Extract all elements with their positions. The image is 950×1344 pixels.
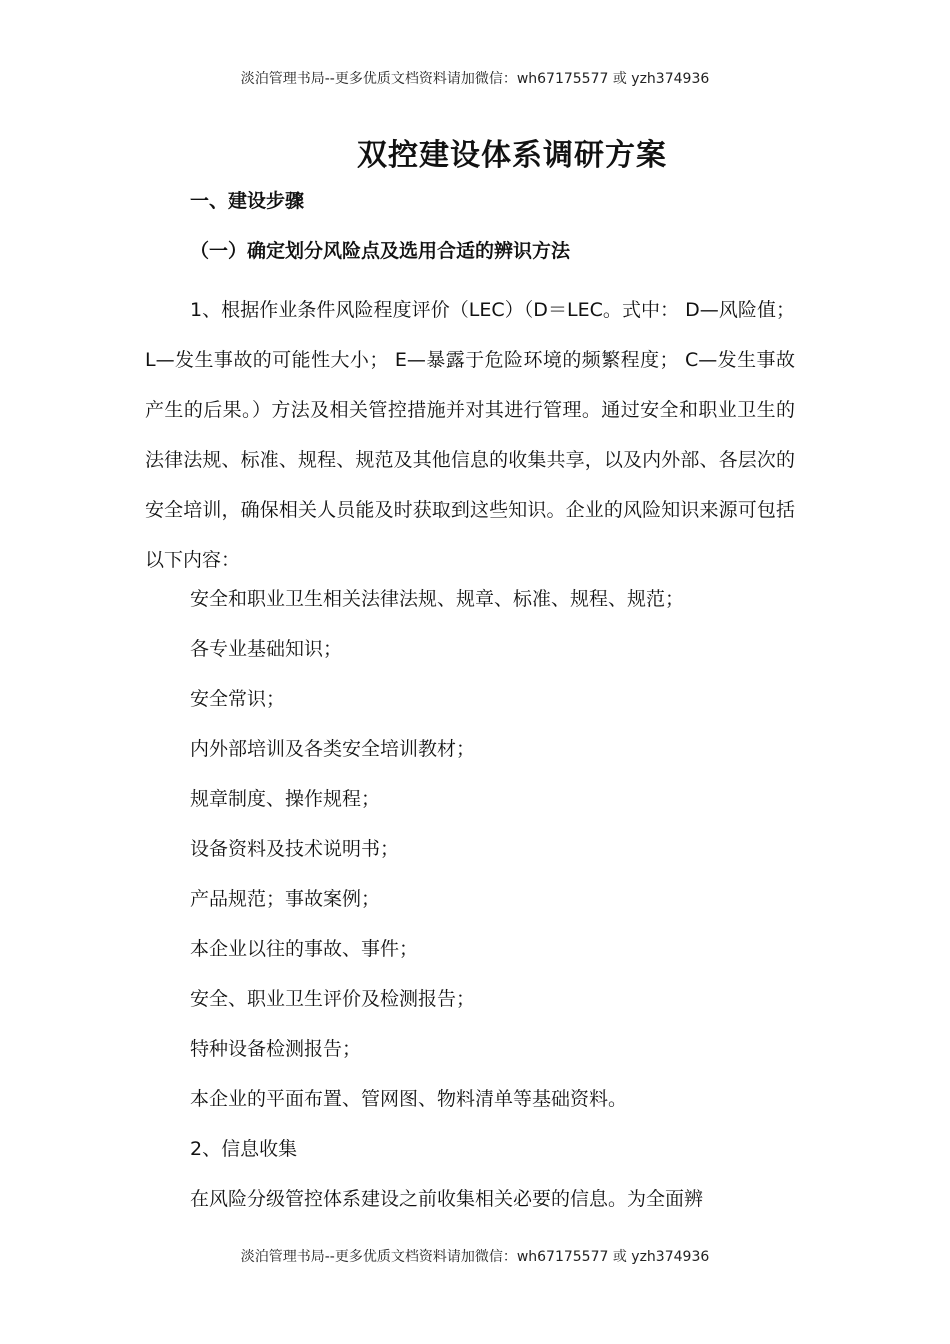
document-title: 双控建设体系调研方案 — [357, 138, 667, 173]
list-item: 安全、职业卫生评价及检测报告； — [190, 988, 476, 1010]
body-paragraph-2: 在风险分级管控体系建设之前收集相关必要的信息。为全面辨 — [190, 1188, 704, 1210]
item-heading: 2、信息收集 — [190, 1138, 298, 1160]
list-item: 规章制度、操作规程； — [190, 788, 381, 810]
body-paragraph: 1、根据作业条件风险程度评价（LEC）（D＝LEC。式中： D—风险值； L—发生事故的可能性大小； E—暴露于危险环境的频繁程度； C—发生事故产生的后果。）方法及相关管控措施并对其进行管理。通过安全和职业卫生的法律法规、标准、规程、规范及其他信息的收集共享，以及内外部、各层次的安全培训，确保相关人员能及时获取到这些知识。企业的风险知识来源可包括以下内容： — [145, 299, 795, 571]
list-item: 内外部培训及各类安全培训教材； — [190, 738, 476, 760]
list-item: 安全和职业卫生相关法律法规、规章、标准、规程、规范； — [190, 588, 685, 610]
list-item: 特种设备检测报告； — [190, 1038, 362, 1060]
list-item: 产品规范；事故案例； — [190, 888, 381, 910]
list-item: 设备资料及技术说明书； — [190, 838, 400, 860]
list-item: 安全常识； — [190, 688, 286, 710]
list-item: 各专业基础知识； — [190, 638, 343, 660]
page-header: 淡泊管理书局--更多优质文档资料请加微信：wh67175577 或 yzh374936 — [240, 71, 710, 87]
section-heading: 一、建设步骤 — [190, 190, 305, 212]
list-item: 本企业以往的事故、事件； — [190, 938, 419, 960]
subsection-heading: （一）确定划分风险点及选用合适的辨识方法 — [190, 240, 571, 262]
list-item: 本企业的平面布置、管网图、物料清单等基础资料。 — [190, 1088, 628, 1110]
page-footer: 淡泊管理书局--更多优质文档资料请加微信：wh67175577 或 yzh374936 — [240, 1249, 710, 1265]
